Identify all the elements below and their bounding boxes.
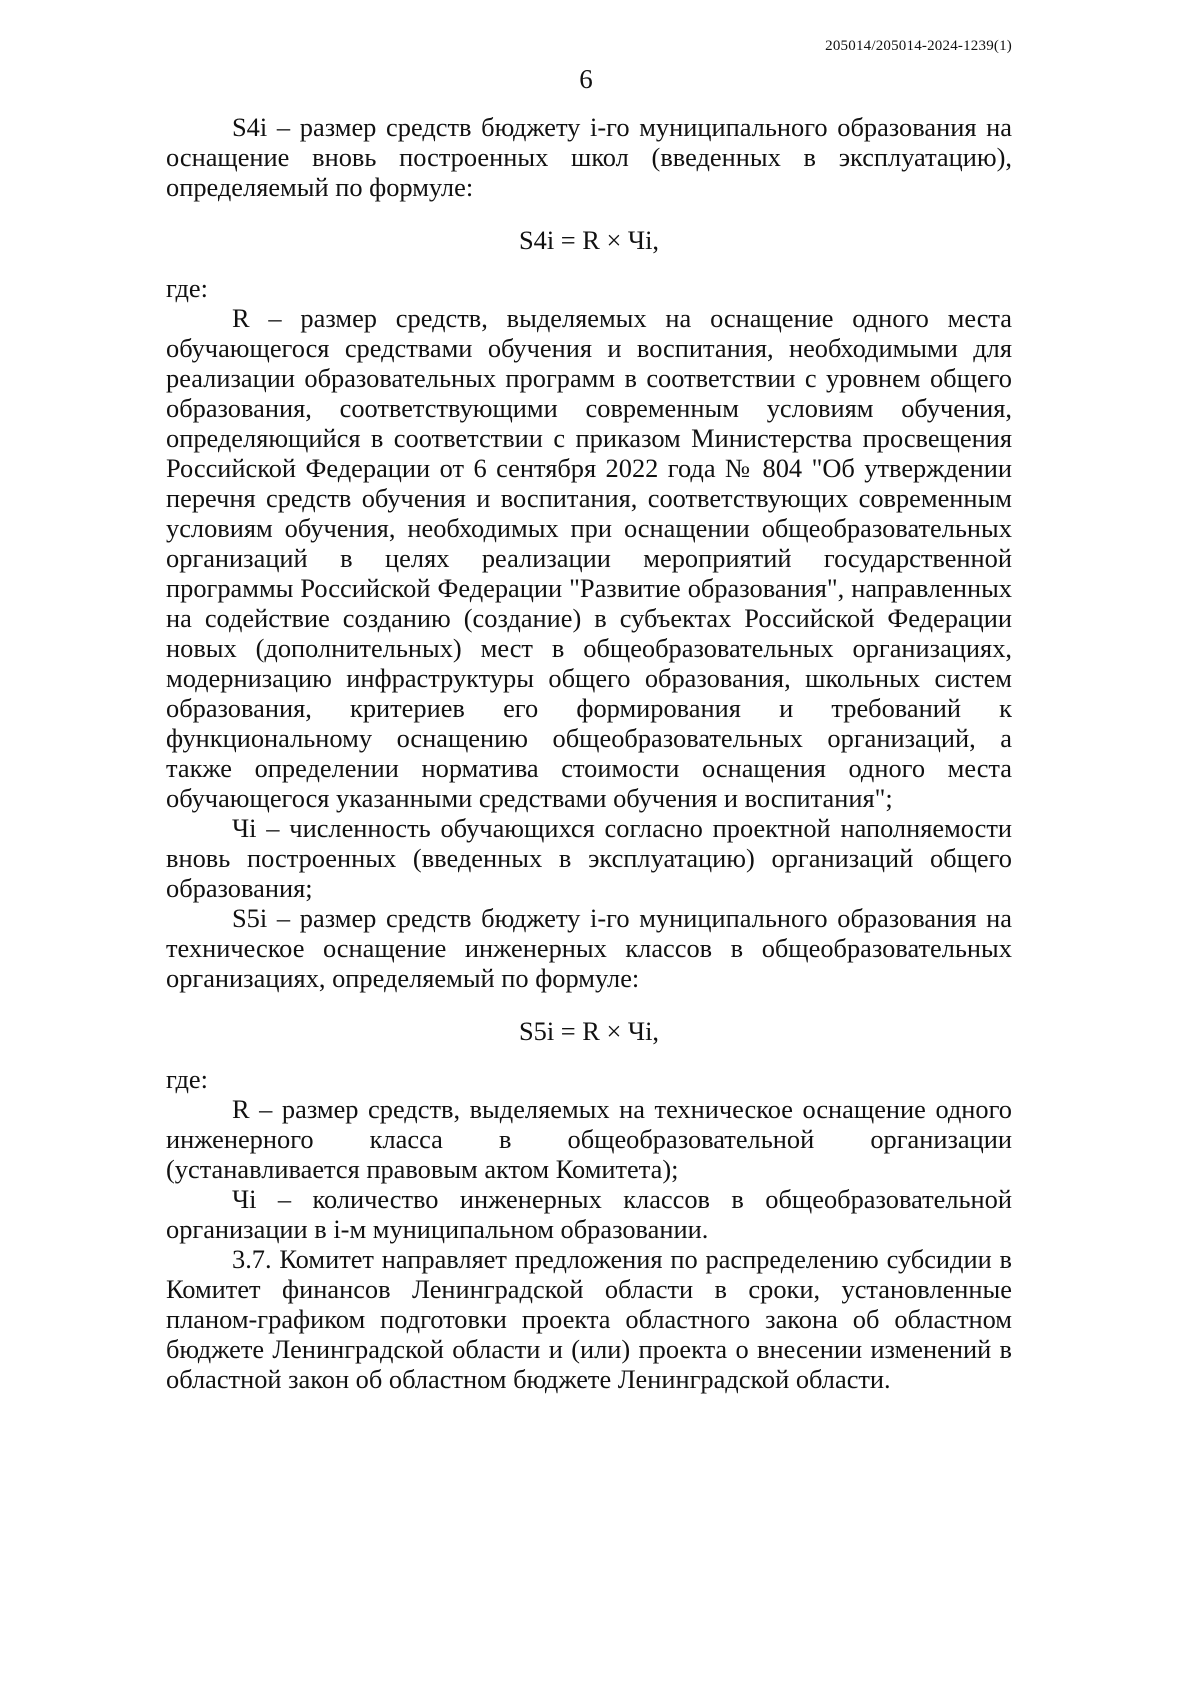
paragraph-s5i-definition: S5i – размер средств бюджету i-го муниципального образования на техническое оснащение инженерных классов в общеобразовательных организациях, определяемый по формуле: <box>166 903 1012 993</box>
paragraph-chi-engineering: Чi – количество инженерных классов в общеобразовательной организации в i-м муниципальном образовании. <box>166 1184 1012 1244</box>
paragraph-chi-definition: Чi – численность обучающихся согласно проектной наполняемости вновь построенных (введенных в эксплуатацию) организаций общего образования; <box>166 813 1012 903</box>
paragraph-r-definition: R – размер средств, выделяемых на оснащение одного места обучающегося средствами обучения и воспитания, необходимыми для реализации образовательных программ в соответствии с уровнем общего образования, соответствующими современным условиям обучения, определяющийся в соответствии с приказом Министерства просвещения Российской Федерации от 6 сентября 2022 года № 804 "Об утверждении перечня средств обучения и воспитания, соответствующих современным условиям обучения, необходимых при оснащении общеобразовательных организаций в целях реализации мероприятий государственной программы Российской Федерации "Развитие образования", направленных на содействие созданию (создание) в субъектах Российской Федерации новых (дополнительных) мест в общеобразовательных организациях, модернизацию инфраструктуры общего образования, школьных систем образования, критериев его формирования и требований к функциональному оснащению общеобразовательных организаций, а также определении норматива стоимости оснащения одного места обучающегося указанными средствами обучения и воспитания"; <box>166 303 1012 813</box>
document-id: 205014/205014-2024-1239(1) <box>825 38 1012 54</box>
paragraph-r-engineering: R – размер средств, выделяемых на техническое оснащение одного инженерного класса в общеобразовательной организации (устанавливается правовым актом Комитета); <box>166 1094 1012 1184</box>
formula-s5i: S5i = R × Чi, <box>518 1016 660 1046</box>
paragraph-3-7: 3.7. Комитет направляет предложения по распределению субсидии в Комитет финансов Ленинградской области в сроки, установленные планом-графиком подготовки проекта областного закона об областном бюджете Ленинградской области и (или) проекта о внесении изменений в областной закон об областном бюджете Ленинградской области. <box>166 1244 1012 1394</box>
page-number: 6 <box>579 64 593 94</box>
formula-s4i: S4i = R × Чi, <box>518 225 660 255</box>
where-label: где: <box>166 1064 208 1094</box>
where-label: где: <box>166 273 208 303</box>
document-body <box>166 112 1012 1394</box>
paragraph-s4i-definition: S4i – размер средств бюджету i-го муниципального образования на оснащение вновь построенных школ (введенных в эксплуатацию), определяемый по формуле: <box>166 112 1012 202</box>
